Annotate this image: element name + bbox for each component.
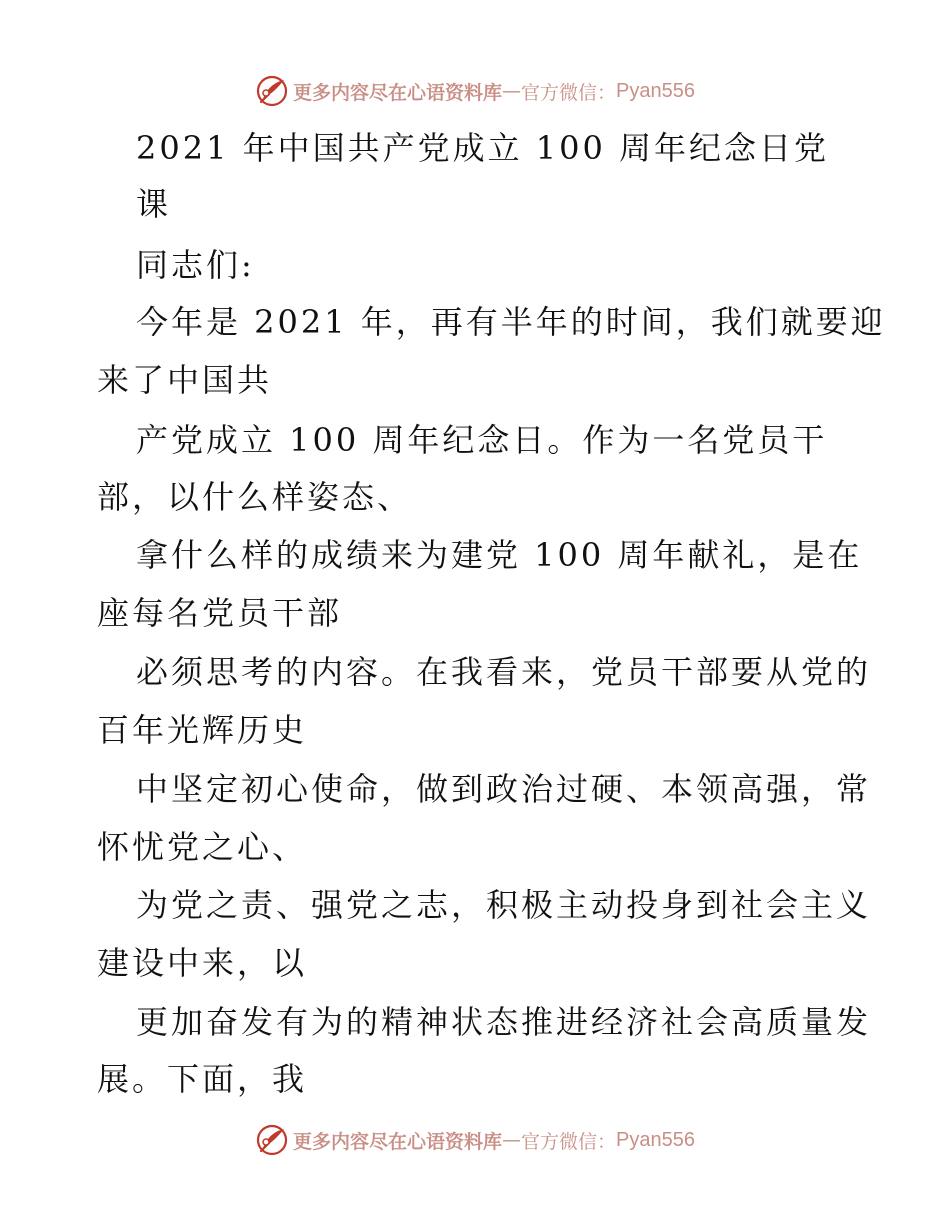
footer-banner [0,1120,950,1160]
banner-wechat-id: Pyan556 [616,79,695,102]
header-banner [0,71,950,111]
text-line: 拿什么样的成绩来为建党 100 周年献礼，是在 [136,536,863,574]
banner-wechat-id: Pyan556 [616,1128,695,1151]
text-line: 中坚定初心使命，做到政治过硬、本领高强，常 [136,770,872,808]
text-line: 怀忧党之心、 [97,828,308,866]
banner-wechat-label: 官方微信： [521,81,617,104]
banner-wechat-label: 官方微信： [521,1130,617,1153]
text-line: 更加奋发有为的精神状态推进经济社会高质量发 [136,1003,872,1041]
banner-text: 更多内容尽在心语资料库 [293,81,503,104]
text-line: 必须思考的内容。在我看来，党员干部要从党的 [136,653,872,691]
text-line: 展。下面，我 [97,1060,308,1098]
text-line: 同志们: [136,246,255,284]
text-line: 产党成立 100 周年纪念日。作为一名党员干 [136,421,828,459]
banner-separator: — [502,80,522,102]
feather-pen-logo-icon [255,1123,289,1157]
text-line: 来了中国共 [97,361,273,399]
text-line: 建设中来，以 [97,944,308,982]
banner-text: 更多内容尽在心语资料库 [293,1130,503,1153]
text-line: 为党之责、强党之志，积极主动投身到社会主义 [136,886,872,924]
text-line: 今年是 2021 年，再有半年的时间，我们就要迎 [136,303,886,341]
banner-separator: — [502,1129,522,1151]
text-line: 百年光辉历史 [97,711,308,749]
text-line: 部，以什么样姿态、 [97,478,413,516]
text-line: 2021 年中国共产党成立 100 周年纪念日党 [136,129,830,167]
text-line: 课 [136,185,172,223]
text-line: 座每名党员干部 [97,594,343,632]
feather-pen-logo-icon [255,74,289,108]
